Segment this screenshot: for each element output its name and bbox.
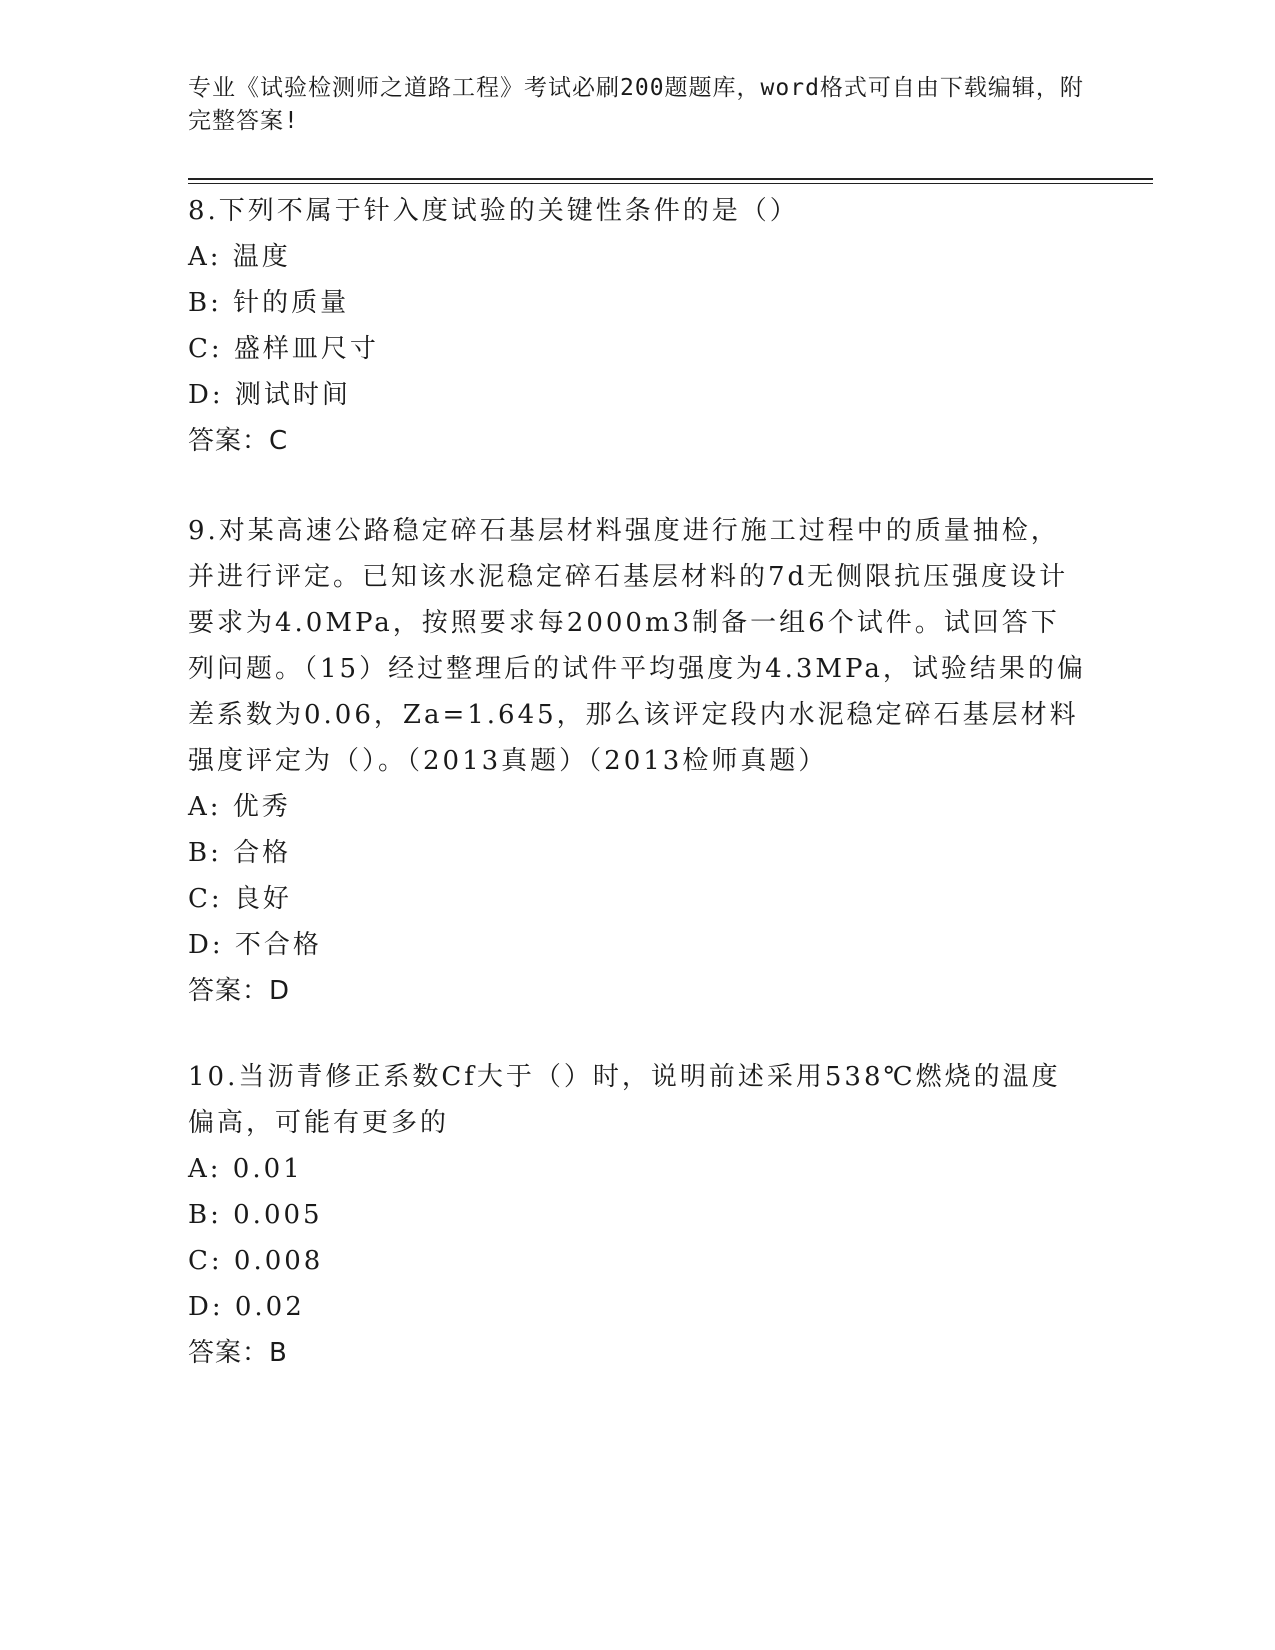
- option-c: C: 0.008: [188, 1246, 324, 1276]
- option-b: B: 合格: [188, 838, 292, 868]
- answer-label: 答案：D: [188, 976, 291, 1006]
- option-a: A: 0.01: [188, 1154, 303, 1184]
- option-d: D: 0.02: [188, 1292, 305, 1322]
- question-stem: 8.下列不属于针入度试验的关键性条件的是（）: [188, 196, 799, 226]
- document-intro: 专业《试验检测师之道路工程》考试必刷200题题库，word格式可自由下载编辑，附完整答案!: [188, 75, 1084, 134]
- option-a: A: 优秀: [188, 792, 291, 822]
- option-c: C: 良好: [188, 884, 292, 914]
- header-divider-bottom: [188, 183, 1153, 184]
- header-divider-top: [188, 178, 1153, 180]
- question-stem: 9.对某高速公路稳定碎石基层材料强度进行施工过程中的质量抽检，并进行评定。已知该水泥稳定碎石基层材料的7d无侧限抗压强度设计要求为4.0MPa，按照要求每2000m3制备一组6个试件。试回答下列问题。（15）经过整理后的试件平均强度为4.3MPa，试验结果的偏差系数为0.06，Za=1.645，那么该评定段内水泥稳定碎石基层材料强度评定为（）。（2013真题）（2013检师真题）: [188, 516, 1086, 776]
- option-d: D: 测试时间: [188, 380, 351, 410]
- option-d: D: 不合格: [188, 930, 322, 960]
- question-8: [188, 188, 1088, 464]
- answer-label: 答案：C: [188, 426, 289, 456]
- option-a: A: 温度: [188, 242, 291, 272]
- option-b: B: 针的质量: [188, 288, 350, 318]
- option-c: C: 盛样皿尺寸: [188, 334, 379, 364]
- question-10: [188, 1054, 1088, 1376]
- option-b: B: 0.005: [188, 1200, 323, 1230]
- question-9: [188, 508, 1088, 1014]
- answer-label: 答案：B: [188, 1338, 288, 1368]
- question-stem: 10.当沥青修正系数Cf大于（）时，说明前述采用538℃燃烧的温度偏高，可能有更多的: [188, 1062, 1061, 1138]
